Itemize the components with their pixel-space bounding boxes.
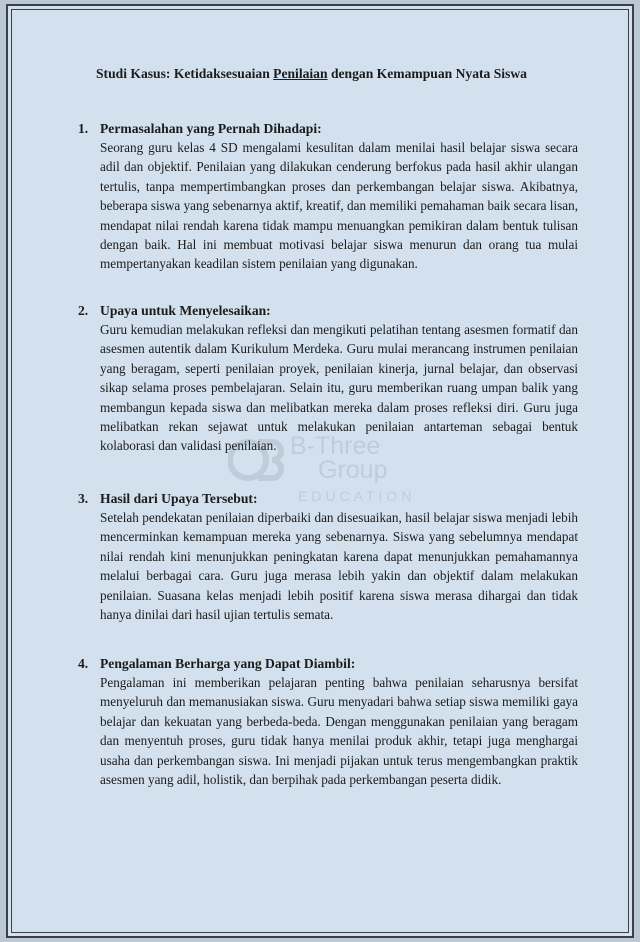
section-number: 2. xyxy=(78,303,89,318)
section-heading: Upaya untuk Menyelesaikan: xyxy=(100,303,271,318)
watermark-line-3: EDUCATION xyxy=(298,488,416,504)
watermark-line-2: Group xyxy=(318,456,388,484)
title-part-1: Studi Kasus: Ketidaksesuaian xyxy=(96,66,274,81)
section-upaya xyxy=(78,302,578,456)
section-number: 4. xyxy=(78,656,89,671)
section-heading: Pengalaman Berharga yang Dapat Diambil: xyxy=(100,656,356,671)
watermark-line-1: B-Three xyxy=(290,432,381,460)
section-heading: Hasil dari Upaya Tersebut: xyxy=(100,491,258,506)
section-hasil xyxy=(78,490,578,624)
document-page xyxy=(6,4,634,938)
section-number: 3. xyxy=(78,491,89,506)
section-body: Setelah pendekatan penilaian diperbaiki dan disesuaikan, hasil belajar siswa menjadi lebih mencerminkan kemampuan mereka yang sebenarnya. Siswa yang sebelumnya mendapat nilai rendah kini menunjukkan peningkatan karena dapat menunjukkan pemahamannya melalui berbagai cara. Guru juga merasa lebih yakin dan objektif dalam melakukan penilaian. Suasana kelas menjadi lebih positif karena siswa merasa dihargai dan tidak hanya dinilai dari hasil ujian tertulis semata. xyxy=(100,510,578,623)
section-body: Pengalaman ini memberikan pelajaran penting bahwa penilaian seharusnya bersifat menyeluruh dan memanusiakan siswa. Guru menyadari bahwa setiap siswa memiliki gaya belajar dan kekuatan yang berbeda-beda. Dengan menggunakan penilaian yang beragam dan menyentuh proses, guru tidak hanya menilai produk akhir, tetapi juga menghargai usaha dan perkembangan siswa. Ini menjadi pijakan untuk terus mengembangkan praktik asesmen yang adil, holistik, dan berpihak pada perkembangan peserta didik. xyxy=(100,675,578,788)
section-pengalaman xyxy=(78,655,578,789)
section-heading: Permasalahan yang Pernah Dihadapi: xyxy=(100,121,322,136)
title-part-2: dengan Kemampuan Nyata Siswa xyxy=(327,66,527,81)
section-body: Seorang guru kelas 4 SD mengalami kesulitan dalam menilai hasil belajar siswa secara adil dan objektif. Penilaian yang dilakukan cenderung berfokus pada hasil akhir ulangan tertulis, tanpa mempertimbangkan proses dan perkembangan belajar siswa. Akibatnya, beberapa siswa yang sebenarnya aktif, kreatif, dan memiliki pemahaman baik secara lisan, mendapat nilai rendah karena tidak mampu menuangkan pemikiran dalam bentuk tulisan dengan baik. Hal ini membuat motivasi belajar siswa menurun dan orang tua mulai mempertanyakan keadilan sistem penilaian yang digunakan. xyxy=(100,140,578,272)
section-number: 1. xyxy=(78,121,89,136)
section-body: Guru kemudian melakukan refleksi dan mengikuti pelatihan tentang asesmen formatif dan asesmen autentik dalam Kurikulum Merdeka. Guru mulai merancang instrumen penilaian yang beragam, seperti penilaian proyek, penilaian kinerja, jurnal belajar, dan observasi sikap selama proses pembelajaran. Selain itu, guru memberikan ruang umpan balik yang membangun kepada siswa dan melibatkan mereka dalam proses refleksi diri. Guru juga melibatkan rekan sejawat untuk melakukan penilaian antarteman sebagai bentuk kolaborasi dan validasi penilaian. xyxy=(100,322,578,454)
title-underlined-word: Penilaian xyxy=(273,66,328,81)
document-title xyxy=(96,66,566,82)
section-permasalahan xyxy=(78,120,578,274)
